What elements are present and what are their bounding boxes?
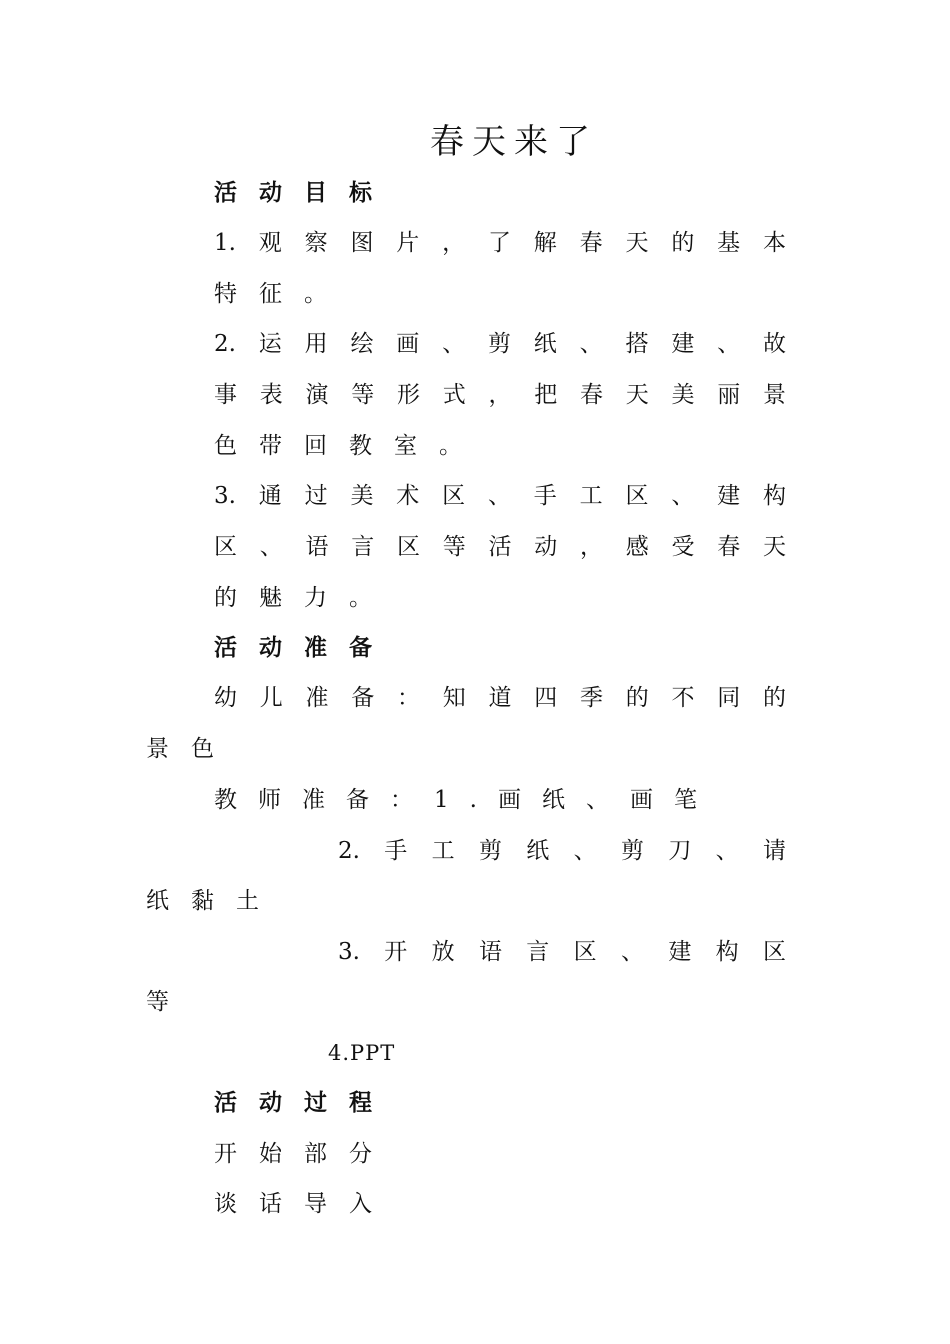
child-prep-line-2: 景色 <box>146 736 236 762</box>
section-heading-prep: 活动准备 <box>214 634 394 661</box>
goal-item-2-line-3: 色带回教室。 <box>214 433 484 459</box>
goal-item-2-line-2: 事表演等形式，把春天美丽景 <box>214 382 786 408</box>
goal-item-3-line-2: 区、语言区等活动，感受春天 <box>214 534 786 560</box>
goal-item-3-line-3: 的魅力。 <box>214 585 394 611</box>
goal-item-1-line-1: 1.观察图片，了解春天的基本 <box>214 230 786 256</box>
goal-item-3-line-1: 3.通过美术区、手工区、建构 <box>214 483 786 509</box>
teacher-prep-item-4: 4.PPT <box>328 1041 396 1065</box>
teacher-prep-item-2-line-1: 2.手工剪纸、剪刀、请 <box>338 838 786 864</box>
teacher-prep-item-2-line-2: 纸黏土 <box>146 888 281 914</box>
teacher-prep-item-3-line-1: 3.开放语言区、建构区 <box>338 939 786 965</box>
teacher-prep-line-1: 教师准备：1.画纸、画笔 <box>214 787 718 813</box>
teacher-prep-item-3-line-2: 等 <box>146 989 169 1015</box>
goal-item-2-line-1: 2.运用绘画、剪纸、搭建、故 <box>214 331 786 357</box>
section-heading-process: 活动过程 <box>214 1089 394 1116</box>
section-heading-goals: 活动目标 <box>214 179 394 206</box>
child-prep-line-1: 幼儿准备：知道四季的不同的 <box>214 685 786 711</box>
goal-item-1-line-2: 特征。 <box>214 281 349 307</box>
page-title: 春天来了 <box>430 122 598 162</box>
process-part-1: 开始部分 <box>214 1141 394 1167</box>
process-part-1-sub: 谈话导入 <box>214 1191 394 1217</box>
